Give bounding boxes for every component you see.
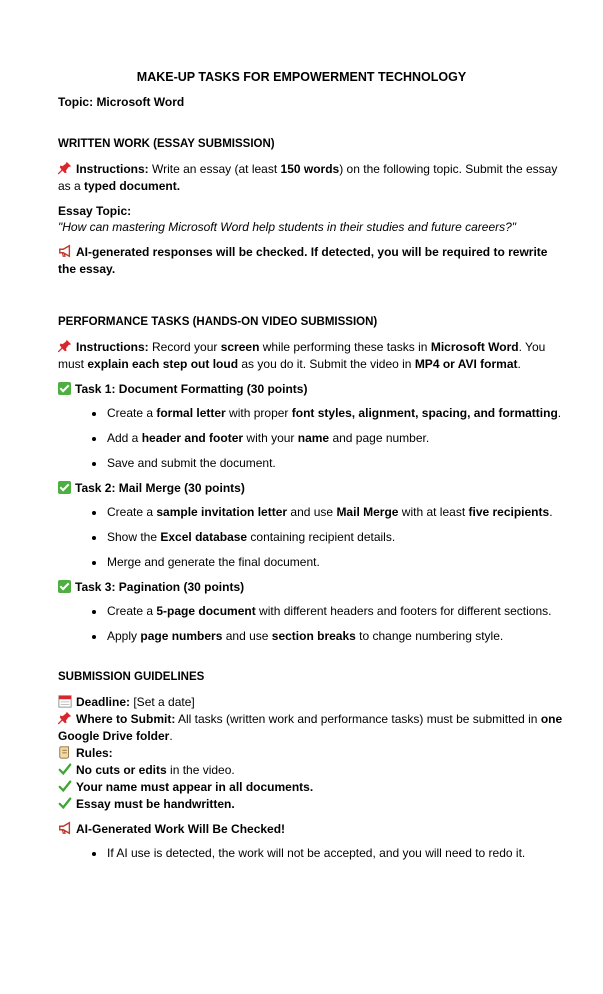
text-run: . <box>557 406 562 420</box>
text-run-bold: header and footer <box>141 431 244 445</box>
ai-check-bullet: If AI use is detected, the work will not be accepted, and you will need to redo it. <box>107 846 526 860</box>
written-instructions-line1 <box>58 161 557 177</box>
written-instructions-line2 <box>58 178 180 194</box>
where-line1 <box>58 711 562 727</box>
text-run: and use <box>222 629 272 643</box>
text-run-bold: 5-page document <box>156 604 256 618</box>
megaphone-icon <box>58 821 72 835</box>
text-run-bold: formal letter <box>156 406 226 420</box>
text-run: Show the <box>107 530 161 544</box>
text-run-bold: one <box>540 712 563 726</box>
pushpin-icon <box>58 339 72 353</box>
text-run-bold: typed document. <box>84 179 181 193</box>
bullet <box>92 437 96 441</box>
task-title-text: Task 2: Mail Merge (30 points) <box>75 481 245 495</box>
task3-bullet2 <box>107 628 503 644</box>
text-run-bold: AI-generated responses will be checked. If detected, you will be required to rewrite <box>76 245 548 259</box>
bullet <box>92 511 96 515</box>
text-run-bold: Essay must be handwritten. <box>76 797 235 811</box>
text-run-bold: Google Drive folder <box>58 729 170 743</box>
text-run: must <box>58 357 88 371</box>
rule-2 <box>58 779 313 795</box>
instructions-label: Instructions: <box>76 340 149 354</box>
task3-title <box>58 579 244 595</box>
task2-title <box>58 480 245 496</box>
bullet <box>92 412 96 416</box>
text-run: with your <box>243 431 298 445</box>
text-run: Create a <box>107 406 157 420</box>
bullet <box>92 462 96 466</box>
scroll-icon <box>58 745 72 759</box>
rules-label: Rules: <box>76 746 113 760</box>
deadline-line <box>58 694 195 710</box>
text-run-bold: five recipients <box>468 505 550 519</box>
where-label: Where to Submit: <box>76 712 176 726</box>
checkmark-icon <box>58 762 72 776</box>
deadline-value: [Set a date] <box>130 695 195 709</box>
text-run-bold: Mail Merge <box>336 505 399 519</box>
submission-heading: SUBMISSION GUIDELINES <box>58 671 205 683</box>
task-title-text: Task 1: Document Formatting (30 points) <box>75 382 308 396</box>
text-run: with proper <box>225 406 292 420</box>
where-line2 <box>58 728 173 744</box>
text-run: Create a <box>107 505 157 519</box>
text-run: Add a <box>107 431 142 445</box>
text-run-bold: MP4 or AVI format <box>414 357 518 371</box>
text-run: Create a <box>107 604 157 618</box>
text-run: and use <box>287 505 337 519</box>
bullet <box>92 561 96 565</box>
perf-instructions-line1 <box>58 339 545 355</box>
check-box-icon <box>58 580 71 593</box>
text-run: to change numbering style. <box>355 629 504 643</box>
text-run-bold: No cuts or edits <box>76 763 167 777</box>
written-heading: WRITTEN WORK (ESSAY SUBMISSION) <box>58 138 275 150</box>
megaphone-icon <box>58 244 72 258</box>
text-run: containing recipient details. <box>247 530 396 544</box>
text-run: . <box>169 729 173 743</box>
checkmark-icon <box>58 779 72 793</box>
task-title-text: Task 3: Pagination (30 points) <box>75 580 245 594</box>
check-box-icon <box>58 382 71 395</box>
text-run-bold: 150 words <box>280 162 340 176</box>
task2-bullet1 <box>107 504 553 520</box>
ai-warning-line2: the essay. <box>58 262 116 276</box>
ai-warning-line1 <box>58 244 547 260</box>
calendar-icon <box>58 694 72 708</box>
perf-instructions-line2 <box>58 356 521 372</box>
bullet <box>92 852 96 856</box>
text-run: . <box>549 505 553 519</box>
topic-line: Topic: Microsoft Word <box>58 95 185 109</box>
text-run-bold: Excel database <box>160 530 248 544</box>
text-run: as you do it. Submit the video in <box>238 357 415 371</box>
rule-1 <box>58 762 235 778</box>
pushpin-icon <box>58 161 72 175</box>
essay-topic-label: Essay Topic: <box>58 204 132 218</box>
task1-bullet3: Save and submit the document. <box>107 456 276 470</box>
task3-bullet1 <box>107 603 551 619</box>
rules-label-line <box>58 745 113 761</box>
text-run-bold: font styles, alignment, spacing, and formatting <box>291 406 558 420</box>
text-run-bold: name <box>297 431 330 445</box>
text-run: Apply <box>107 629 141 643</box>
text-run-bold: explain each step out loud <box>87 357 239 371</box>
bullet <box>92 635 96 639</box>
text-run-bold: sample invitation letter <box>156 505 288 519</box>
page-title: MAKE-UP TASKS FOR EMPOWERMENT TECHNOLOGY <box>136 70 467 84</box>
essay-topic: "How can mastering Microsoft Word help students in their studies and future careers?" <box>58 220 517 234</box>
text-run: All tasks (written work and performance tasks) must be submitted in <box>175 712 541 726</box>
text-run: Write an essay (at least <box>148 162 281 176</box>
text-run-bold: Your name must appear in all documents. <box>76 780 314 794</box>
task1-bullet1 <box>107 405 561 421</box>
text-run-bold: section breaks <box>271 629 356 643</box>
bullet <box>92 536 96 540</box>
text-run-bold: screen <box>220 340 260 354</box>
text-run: with different headers and footers for different sections. <box>255 604 552 618</box>
ai-check-heading <box>58 821 285 837</box>
performance-heading: PERFORMANCE TASKS (HANDS-ON VIDEO SUBMISSION) <box>58 316 378 328</box>
task1-bullet2 <box>107 430 429 446</box>
text-run: . <box>517 357 521 371</box>
task1-title <box>58 381 307 397</box>
bullet <box>92 610 96 614</box>
text-run-bold: AI-Generated Work Will Be Checked! <box>76 822 286 836</box>
text-run: . You <box>518 340 546 354</box>
text-run: with at least <box>398 505 469 519</box>
text-run: ) on the following topic. Submit the essay <box>339 162 558 176</box>
instructions-label: Instructions: <box>76 162 149 176</box>
text-run: while performing these tasks in <box>259 340 431 354</box>
text-run-bold: Microsoft Word <box>430 340 519 354</box>
task2-bullet3: Merge and generate the final document. <box>107 555 320 569</box>
text-run: Record your <box>148 340 221 354</box>
deadline-label: Deadline: <box>76 695 131 709</box>
rule-3 <box>58 796 235 812</box>
checkmark-icon <box>58 796 72 810</box>
text-run: and page number. <box>329 431 430 445</box>
text-run-bold: page numbers <box>140 629 223 643</box>
text-run: in the video. <box>166 763 235 777</box>
text-run: as a <box>58 179 85 193</box>
check-box-icon <box>58 481 71 494</box>
pushpin-icon <box>58 711 72 725</box>
task2-bullet2 <box>107 529 395 545</box>
